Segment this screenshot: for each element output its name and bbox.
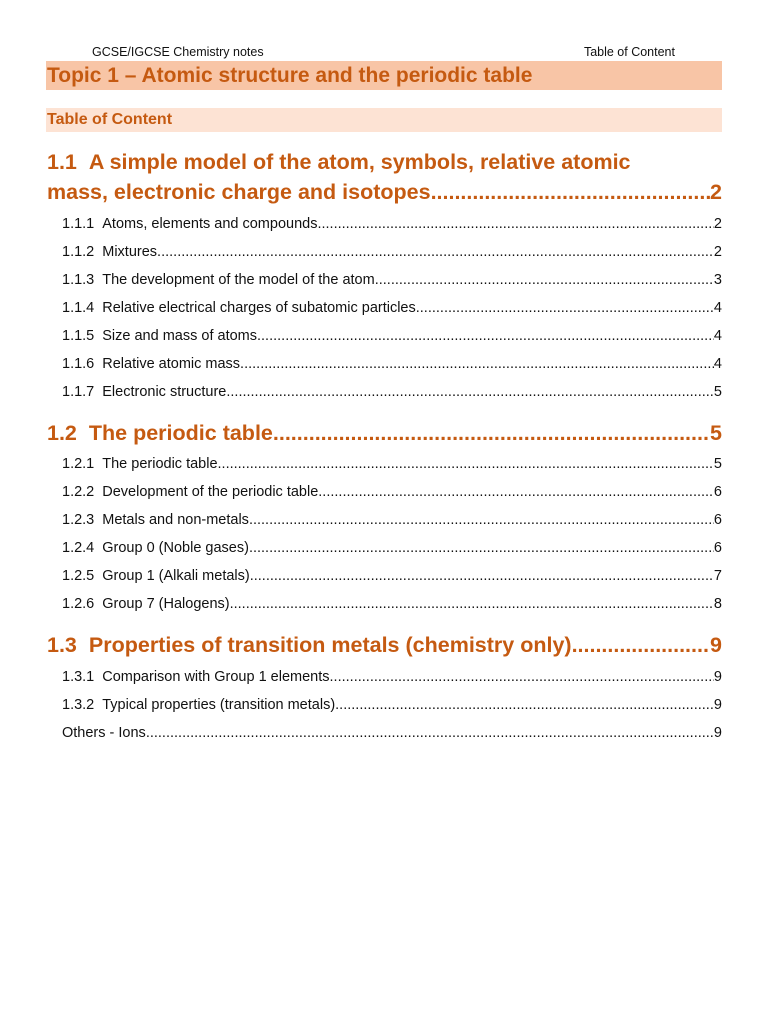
toc-page-number: 5	[713, 456, 722, 472]
toc-page-number: 7	[713, 568, 722, 584]
toc-leader-dots	[416, 298, 714, 318]
toc-leader-dots	[335, 695, 714, 715]
header-left-text: GCSE/IGCSE Chemistry notes	[92, 45, 264, 59]
toc-entry-number: 1.2.4	[62, 540, 95, 556]
toc-entry-number: 1.1.5	[62, 328, 95, 344]
toc-entry-label: Metals and non-metals	[102, 512, 249, 528]
toc-section-title-continued: mass, electronic charge and isotopes	[47, 180, 431, 204]
toc-leader-dots	[317, 214, 713, 234]
toc-section-1-3[interactable]	[47, 630, 722, 660]
toc-entry-number: 1.1.6	[62, 356, 95, 372]
toc-entry-label: Mixtures	[102, 244, 158, 260]
toc-entry-label: Group 7 (Halogens)	[102, 596, 230, 612]
toc-entry-number: 1.1.3	[62, 272, 95, 288]
toc-leader-dots	[230, 594, 714, 614]
toc-section-1-2[interactable]	[47, 418, 722, 448]
toc-entry-number: 1.2.6	[62, 596, 95, 612]
toc-entry-number: 1.2.1	[62, 456, 95, 472]
topic-title: Topic 1 – Atomic structure and the periodic table	[47, 64, 533, 87]
toc-page-number: 9	[710, 633, 722, 657]
toc-entry-label: Group 1 (Alkali metals)	[102, 568, 250, 584]
toc-entry-1-2-4[interactable]	[62, 538, 722, 558]
toc-entry-1-1-1[interactable]	[62, 214, 722, 234]
toc-entry-label: Others - Ions	[62, 725, 146, 741]
toc-entry-label: The development of the model of the atom	[102, 272, 375, 288]
toc-entry-1-3-1[interactable]	[62, 667, 722, 687]
toc-leader-dots	[431, 177, 710, 207]
toc-leader-dots	[250, 566, 714, 586]
toc-entry-1-1-4[interactable]	[62, 298, 722, 318]
toc-entry-others-ions[interactable]	[62, 723, 722, 743]
toc-entry-label: Atoms, elements and compounds	[102, 216, 318, 232]
toc-page-number: 4	[713, 300, 722, 316]
toc-page-number: 6	[713, 512, 722, 528]
toc-section-title: Properties of transition metals (chemistry only)	[88, 633, 572, 657]
toc-page-number: 8	[713, 596, 722, 612]
toc-page-number: 3	[713, 272, 722, 288]
toc-leader-dots	[318, 482, 714, 502]
toc-entry-number: 1.2.5	[62, 568, 95, 584]
toc-page-number: 9	[713, 725, 722, 741]
toc-entry-1-1-2[interactable]	[62, 242, 722, 262]
header-right-text: Table of Content	[583, 45, 675, 59]
toc-page-number: 4	[713, 356, 722, 372]
toc-entry-label: Typical properties (transition metals)	[102, 697, 336, 713]
toc-entry-label: Development of the periodic table	[102, 484, 319, 500]
toc-section-number: 1.2	[47, 421, 77, 445]
toc-heading: Table of Content	[47, 111, 173, 128]
toc-page-number: 9	[713, 697, 722, 713]
toc-entry-number: 1.1.2	[62, 244, 95, 260]
toc-section-1-1-line2[interactable]	[47, 177, 722, 207]
toc-entry-number: 1.3.2	[62, 697, 95, 713]
toc-leader-dots	[249, 510, 714, 530]
toc-entry-1-1-7[interactable]	[62, 382, 722, 402]
toc-entry-label: The periodic table	[102, 456, 218, 472]
toc-leader-dots	[572, 630, 710, 660]
toc-entry-number: 1.1.7	[62, 384, 95, 400]
toc-entry-1-2-1[interactable]	[62, 454, 722, 474]
toc-page-number: 6	[713, 540, 722, 556]
toc-page-number: 2	[713, 216, 722, 232]
toc-entry-label: Relative atomic mass	[102, 356, 241, 372]
toc-leader-dots	[146, 723, 714, 743]
toc-entry-number: 1.2.2	[62, 484, 95, 500]
toc-entry-1-1-3[interactable]	[62, 270, 722, 290]
toc-leader-dots	[330, 667, 714, 687]
toc-page-number: 4	[713, 328, 722, 344]
toc-entry-1-2-3[interactable]	[62, 510, 722, 530]
toc-entry-1-2-5[interactable]	[62, 566, 722, 586]
toc-page-number: 9	[713, 669, 722, 685]
toc-leader-dots	[226, 382, 714, 402]
toc-entry-number: 1.1.1	[62, 216, 95, 232]
toc-entry-label: Size and mass of atoms	[102, 328, 257, 344]
toc-entry-1-1-5[interactable]	[62, 326, 722, 346]
page-header	[92, 44, 675, 60]
toc-leader-dots	[375, 270, 714, 290]
toc-leader-dots	[273, 418, 710, 448]
toc-entry-number: 1.2.3	[62, 512, 95, 528]
toc-page-number: 2	[713, 244, 722, 260]
toc-entry-label: Relative electrical charges of subatomic particles	[102, 300, 416, 316]
toc-section-1-1-line1[interactable]	[47, 147, 722, 177]
toc-page-number: 5	[713, 384, 722, 400]
toc-entry-1-1-6[interactable]	[62, 354, 722, 374]
toc-entry-label: Electronic structure	[102, 384, 227, 400]
toc-entry-1-2-2[interactable]	[62, 482, 722, 502]
toc-section-title: The periodic table	[88, 421, 273, 445]
toc-entry-number: 1.3.1	[62, 669, 95, 685]
toc-leader-dots	[157, 242, 714, 262]
toc-page-number: 6	[713, 484, 722, 500]
toc-entry-label: Comparison with Group 1 elements	[102, 669, 330, 685]
toc-page-number: 5	[710, 421, 722, 445]
toc-section-title: A simple model of the atom, symbols, relative atomic	[88, 150, 631, 174]
toc-leader-dots	[218, 454, 714, 474]
toc-leader-dots	[240, 354, 714, 374]
toc-entry-1-2-6[interactable]	[62, 594, 722, 614]
toc-leader-dots	[249, 538, 714, 558]
toc-entry-1-3-2[interactable]	[62, 695, 722, 715]
toc-leader-dots	[257, 326, 714, 346]
toc-entry-label: Group 0 (Noble gases)	[102, 540, 249, 556]
toc-section-number: 1.3	[47, 633, 77, 657]
toc-entry-number: 1.1.4	[62, 300, 95, 316]
toc-section-number: 1.1	[47, 150, 77, 174]
toc-page-number: 2	[710, 180, 722, 204]
